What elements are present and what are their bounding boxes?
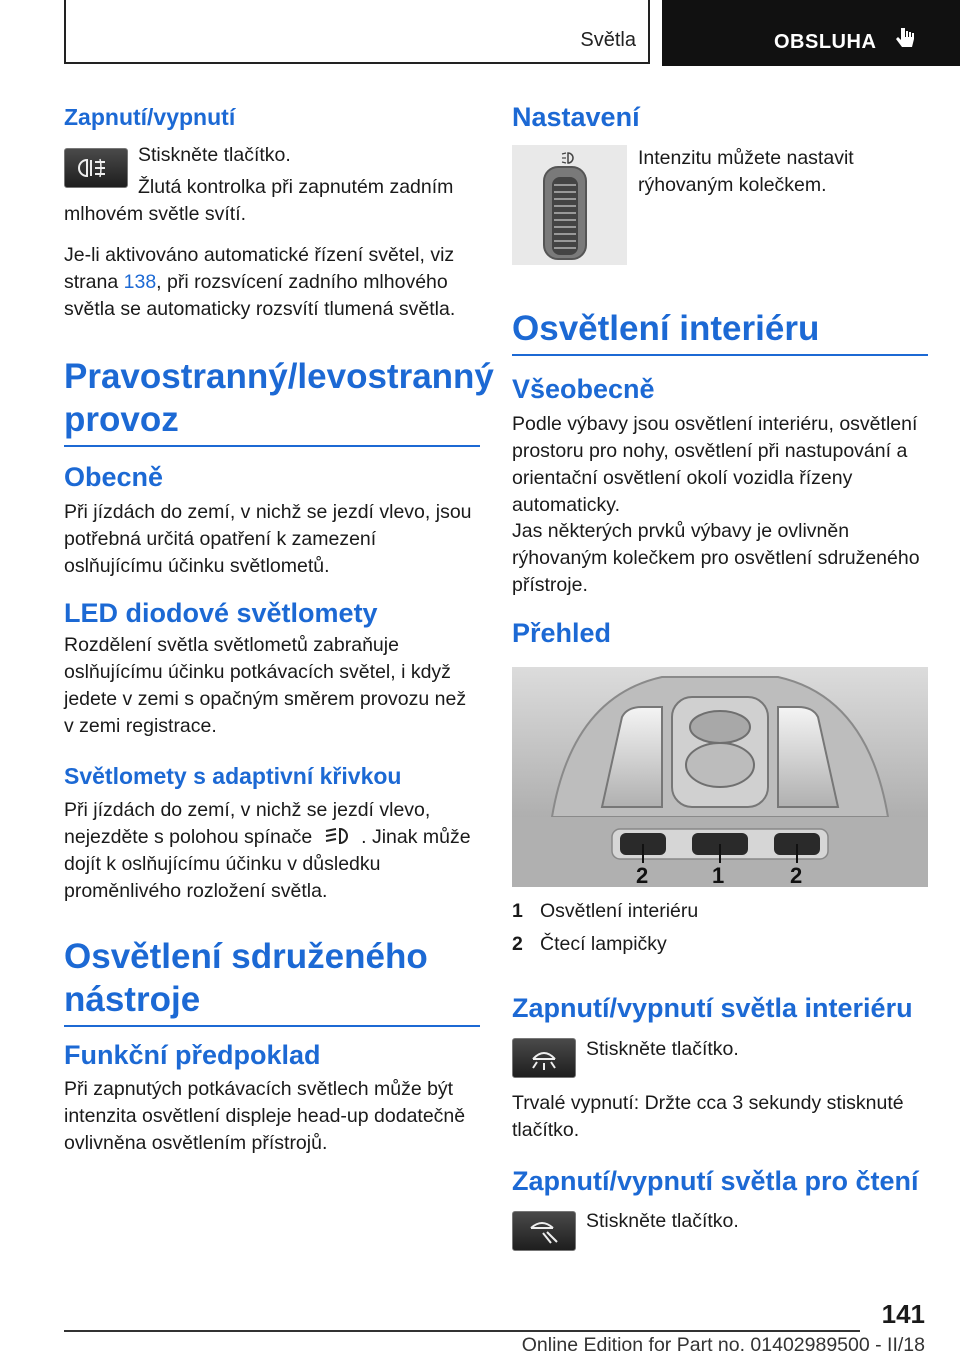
zapint-text: Stiskněte tlačítko.: [586, 1038, 739, 1060]
overhead-console-illustration: [512, 667, 928, 887]
light-switch-icon: [322, 825, 352, 847]
adapt-text-post: . Jinak může dojít k oslňujícímu účinku v důsledku proměnlivého rozložení světla.: [64, 826, 471, 902]
legend-text: Čtecí lampičky: [540, 933, 667, 955]
prehled-heading: Přehled: [512, 618, 612, 648]
zapvyp-heading: Zapnutí/vypnutí: [64, 104, 236, 130]
overhead-console-image: [512, 667, 928, 887]
legend-text: Osvětlení interiéru: [540, 900, 699, 922]
page-link-138[interactable]: 138: [123, 271, 157, 293]
fig-label-center: 1: [712, 863, 725, 887]
legend-number: 1: [512, 900, 523, 922]
led-text: Rozdělení světla světlometů zabraňuje oslňujícímu účinku potkávacích světel, i když jedete v zemi s opačným směrem provozu než v zemi registrace.: [64, 634, 467, 737]
zapcteni-heading: Zapnutí/vypnutí světla pro čtení: [512, 1166, 919, 1196]
funk-text: Při zapnutých potkávacích světlech může být intenzita osvětlení displeje head-up dodatečně ovlivněna osvětlením přístrojů.: [64, 1078, 466, 1154]
zapint-heading: Zapnutí/vypnutí světla interiéru: [512, 993, 913, 1023]
zapcteni-text: Stiskněte tlačítko.: [586, 1210, 739, 1232]
legend-number: 2: [512, 933, 523, 955]
interier-heading: Osvětlení interiéru: [512, 307, 928, 356]
dimmer-wheel-icon: [512, 145, 627, 265]
vseob-text-1: Podle výbavy jsou osvětlení interiéru, osvětlení prostoru pro nohy, osvětlení při nastupování a orientační osvětlení okolí vozidla řízeny automaticky.: [512, 413, 918, 516]
rear-fog-light-icon: [65, 149, 127, 187]
header-chapter-box: [64, 0, 650, 64]
reading-light-icon: [513, 1212, 575, 1250]
obecne-text: Při jízdách do zemí, v nichž se jezdí vlevo, jsou potřebná určitá opatření k zamezení oslňujícímu účinku světlometů.: [64, 501, 472, 577]
legend-item-1: [512, 898, 928, 925]
nast-heading: Nastavení: [512, 102, 640, 132]
rear-fog-button-image: [64, 148, 128, 188]
funk-heading: Funkční předpoklad: [64, 1040, 321, 1070]
fig-label-left: 2: [636, 863, 649, 887]
interior-light-button-image: [512, 1038, 576, 1078]
interior-light-icon: [513, 1039, 575, 1077]
trvale-text: Trvalé vypnutí: Držte cca 3 sekundy stisknuté tlačítko.: [512, 1092, 904, 1141]
nast-text: Intenzitu můžete nastavit rýhovaným kolečkem.: [638, 147, 854, 196]
dimmer-wheel-image: [512, 145, 627, 265]
led-heading: LED diodové světlomety: [64, 598, 378, 628]
adapt-heading: Světlomety s adaptivní křivkou: [64, 763, 402, 789]
zapvyp-text-2b: mlhovém světle svítí.: [64, 203, 247, 225]
auto-paragraph: [64, 242, 480, 323]
footer-divider: [64, 1330, 860, 1332]
page-header: [0, 0, 960, 66]
adapt-text-pre: Při jízdách do zemí, v nichž se jezdí vlevo, nejezděte s polohou spínače: [64, 799, 431, 848]
section-tab: [662, 0, 960, 66]
vseob-heading: Všeobecně: [512, 374, 655, 404]
hand-pointer-icon: [894, 26, 916, 52]
legend-item-2: [512, 931, 928, 958]
section-tab-label: OBSLUHA: [774, 31, 877, 53]
obecne-heading: Obecně: [64, 462, 164, 492]
reading-light-button-image: [512, 1211, 576, 1251]
vseob-text-2: Jas některých prvků výbavy je ovlivněn rýhovaným kolečkem pro osvětlení sdruženého přístroje.: [512, 520, 920, 596]
auto-text-post: , při rozsvícení zadního mlhového světla se automaticky rozsvítí tlumená světla.: [64, 271, 456, 320]
provoz-heading: Pravostranný/levostranný provoz: [64, 355, 480, 447]
footer-edition: Online Edition for Part no. 01402989500 - II/18: [521, 1334, 925, 1356]
auto-text-pre: Je-li aktivováno automatické řízení světel, viz strana: [64, 244, 455, 293]
page-number: 141: [881, 1299, 925, 1329]
sdruz-heading: Osvětlení sdruženého nástroje: [64, 935, 480, 1027]
chapter-title: Světla: [580, 29, 636, 51]
zapvyp-text-2a: Žlutá kontrolka při zapnutém zadním: [138, 176, 454, 198]
zapvyp-text-1: Stiskněte tlačítko.: [138, 144, 291, 166]
fig-label-right: 2: [790, 863, 803, 887]
adapt-paragraph: [64, 797, 480, 905]
